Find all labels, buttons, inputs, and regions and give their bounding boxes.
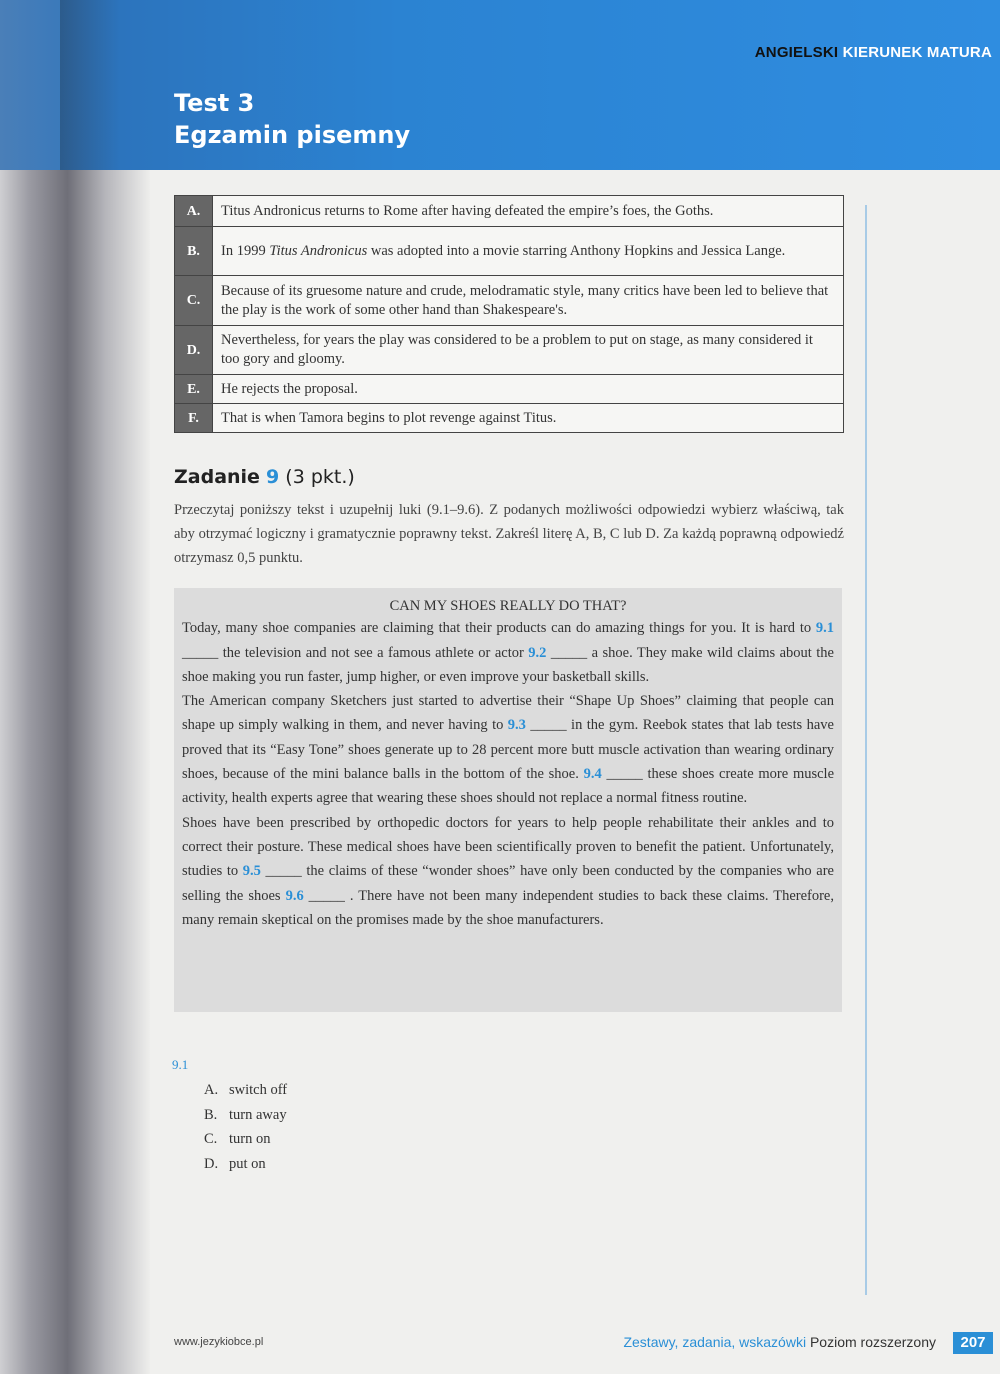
passage-text: _____ these shoes create more muscle activity, health experts agree that wearing these shoes should not replace a normal fitness routine. bbox=[182, 766, 835, 807]
header-band bbox=[0, 0, 1000, 170]
gap-number: 9.1 bbox=[815, 620, 834, 637]
reading-passage bbox=[174, 588, 842, 1012]
table-row bbox=[175, 227, 844, 276]
table-row bbox=[175, 196, 844, 227]
answer-letter: A. bbox=[204, 1082, 219, 1098]
task-heading bbox=[174, 466, 355, 488]
answer-option[interactable] bbox=[204, 1078, 287, 1103]
answer-text: turn away bbox=[229, 1106, 287, 1123]
option-text: That is when Tamora begins to plot revenge against Titus. bbox=[213, 404, 844, 433]
question-number: 9.1 bbox=[172, 1057, 189, 1072]
option-letter: D. bbox=[175, 326, 213, 375]
option-text: Because of its gruesome nature and crude, melodramatic style, many critics have been led to believe that the play is the work of some other hand than Shakespeare's. bbox=[213, 276, 844, 326]
table-row bbox=[175, 375, 844, 404]
binding-shadow bbox=[60, 0, 120, 170]
answer-letter: B. bbox=[204, 1106, 218, 1123]
gap-number: 9.3 bbox=[507, 717, 526, 734]
option-text-italic: Titus Andronicus bbox=[269, 242, 368, 259]
sentence-options-table bbox=[174, 195, 844, 433]
answer-letter: D. bbox=[204, 1155, 219, 1172]
option-text-part: was adopted into a movie starring Anthony Hopkins and Jessica Lange. bbox=[367, 242, 786, 259]
passage-text: _____ . There have not been many independent studies to back these claims. Therefore, many remain skeptical on the promises made by the shoe manufacturers. bbox=[182, 887, 834, 928]
answer-options bbox=[204, 1078, 287, 1176]
option-letter: F. bbox=[175, 404, 213, 433]
table-row bbox=[175, 404, 844, 433]
footer-url: www.jezykiobce.pl bbox=[174, 1336, 264, 1348]
passage-text: _____ in the gym. Reebok states that lab tests have proved that its “Easy Tone” shoes generate up to 28 percent more butt muscle activation than wearing ordinary shoes, because of the mini balance balls in the bottom of the shoe. bbox=[182, 717, 834, 783]
passage-text: Shoes have been prescribed by orthopedic doctors for years to help people rehabilitate their ankles and to correct their posture. These medical shoes have been scientifically proven to benefit the patient. Unfortunately, studies to bbox=[182, 814, 834, 880]
test-title-line1: Test 3 bbox=[174, 89, 255, 117]
passage-title: CAN MY SHOES REALLY DO THAT? bbox=[389, 598, 627, 614]
margin-rule bbox=[865, 205, 867, 1295]
gap-number: 9.4 bbox=[583, 766, 602, 783]
passage-paragraph bbox=[182, 616, 834, 689]
option-letter: B. bbox=[175, 227, 213, 276]
passage-text: _____ a shoe. They make wild claims about the shoe making you run faster, jump higher, or even improve your basketball skills. bbox=[182, 644, 834, 685]
gap-number: 9.5 bbox=[242, 863, 261, 880]
footer-book-level: Poziom rozszerzony bbox=[809, 1334, 936, 1350]
passage-text: Today, many shoe companies are claiming that their products can do amazing things for you. It is hard to bbox=[182, 620, 816, 637]
option-text: He rejects the proposal. bbox=[213, 375, 844, 404]
binding-gutter bbox=[0, 170, 150, 1374]
footer-book-name: Zestawy, zadania, wskazówki bbox=[623, 1334, 807, 1350]
option-letter: E. bbox=[175, 375, 213, 404]
option-text: Nevertheless, for years the play was considered to be a problem to put on stage, as many considered it too gory and gloomy. bbox=[213, 326, 844, 375]
option-text: Titus Andronicus returns to Rome after having defeated the empire’s foes, the Goths. bbox=[213, 196, 844, 227]
footer-book-title bbox=[623, 1334, 936, 1350]
option-letter: A. bbox=[175, 196, 213, 227]
page-number: 207 bbox=[953, 1332, 993, 1354]
task-points: (3 pkt.) bbox=[285, 466, 355, 488]
answer-letter: C. bbox=[204, 1131, 218, 1147]
answer-option[interactable] bbox=[204, 1127, 287, 1152]
gap-number: 9.2 bbox=[528, 644, 547, 661]
passage-paragraph bbox=[182, 811, 834, 932]
series-title bbox=[755, 44, 992, 61]
passage-text: _____ the claims of these “wonder shoes” have only been conducted by the companies who are selling the shoes bbox=[182, 863, 834, 904]
table-row bbox=[175, 276, 844, 326]
series-suffix: KIERUNEK MATURA bbox=[842, 44, 992, 61]
task-instruction: Przeczytaj poniższy tekst i uzupełnij luki (9.1–9.6). Z podanych możliwości odpowiedzi wybierz właściwą, tak aby otrzymać logiczny i gramatycznie poprawny tekst. Zakreśl literę A, B, C lub D. Za każdą poprawną odpowiedź otrzymasz 0,5 punktu. bbox=[174, 502, 844, 566]
option-text-part: In 1999 bbox=[221, 242, 270, 259]
series-prefix: ANGIELSKI bbox=[754, 44, 839, 61]
passage-text: The American company Sketchers just started to advertise their “Shape Up Shoes” claiming that people can shape up simply walking in them, and never having to bbox=[182, 693, 834, 734]
answer-text: turn on bbox=[229, 1131, 271, 1147]
answer-text: put on bbox=[229, 1155, 266, 1172]
task-number: 9 bbox=[266, 466, 280, 488]
gap-number: 9.6 bbox=[285, 887, 304, 904]
answer-text: switch off bbox=[229, 1082, 288, 1098]
test-title bbox=[174, 88, 410, 152]
answer-option[interactable] bbox=[204, 1103, 287, 1128]
passage-text: _____ the television and not see a famous athlete or actor bbox=[182, 644, 529, 661]
task-label: Zadanie bbox=[174, 466, 260, 488]
test-title-line2: Egzamin pisemny bbox=[174, 121, 411, 149]
option-text bbox=[213, 227, 844, 276]
table-row bbox=[175, 326, 844, 375]
answer-option[interactable] bbox=[204, 1152, 287, 1177]
passage-paragraph bbox=[182, 689, 834, 810]
option-letter: C. bbox=[175, 276, 213, 326]
